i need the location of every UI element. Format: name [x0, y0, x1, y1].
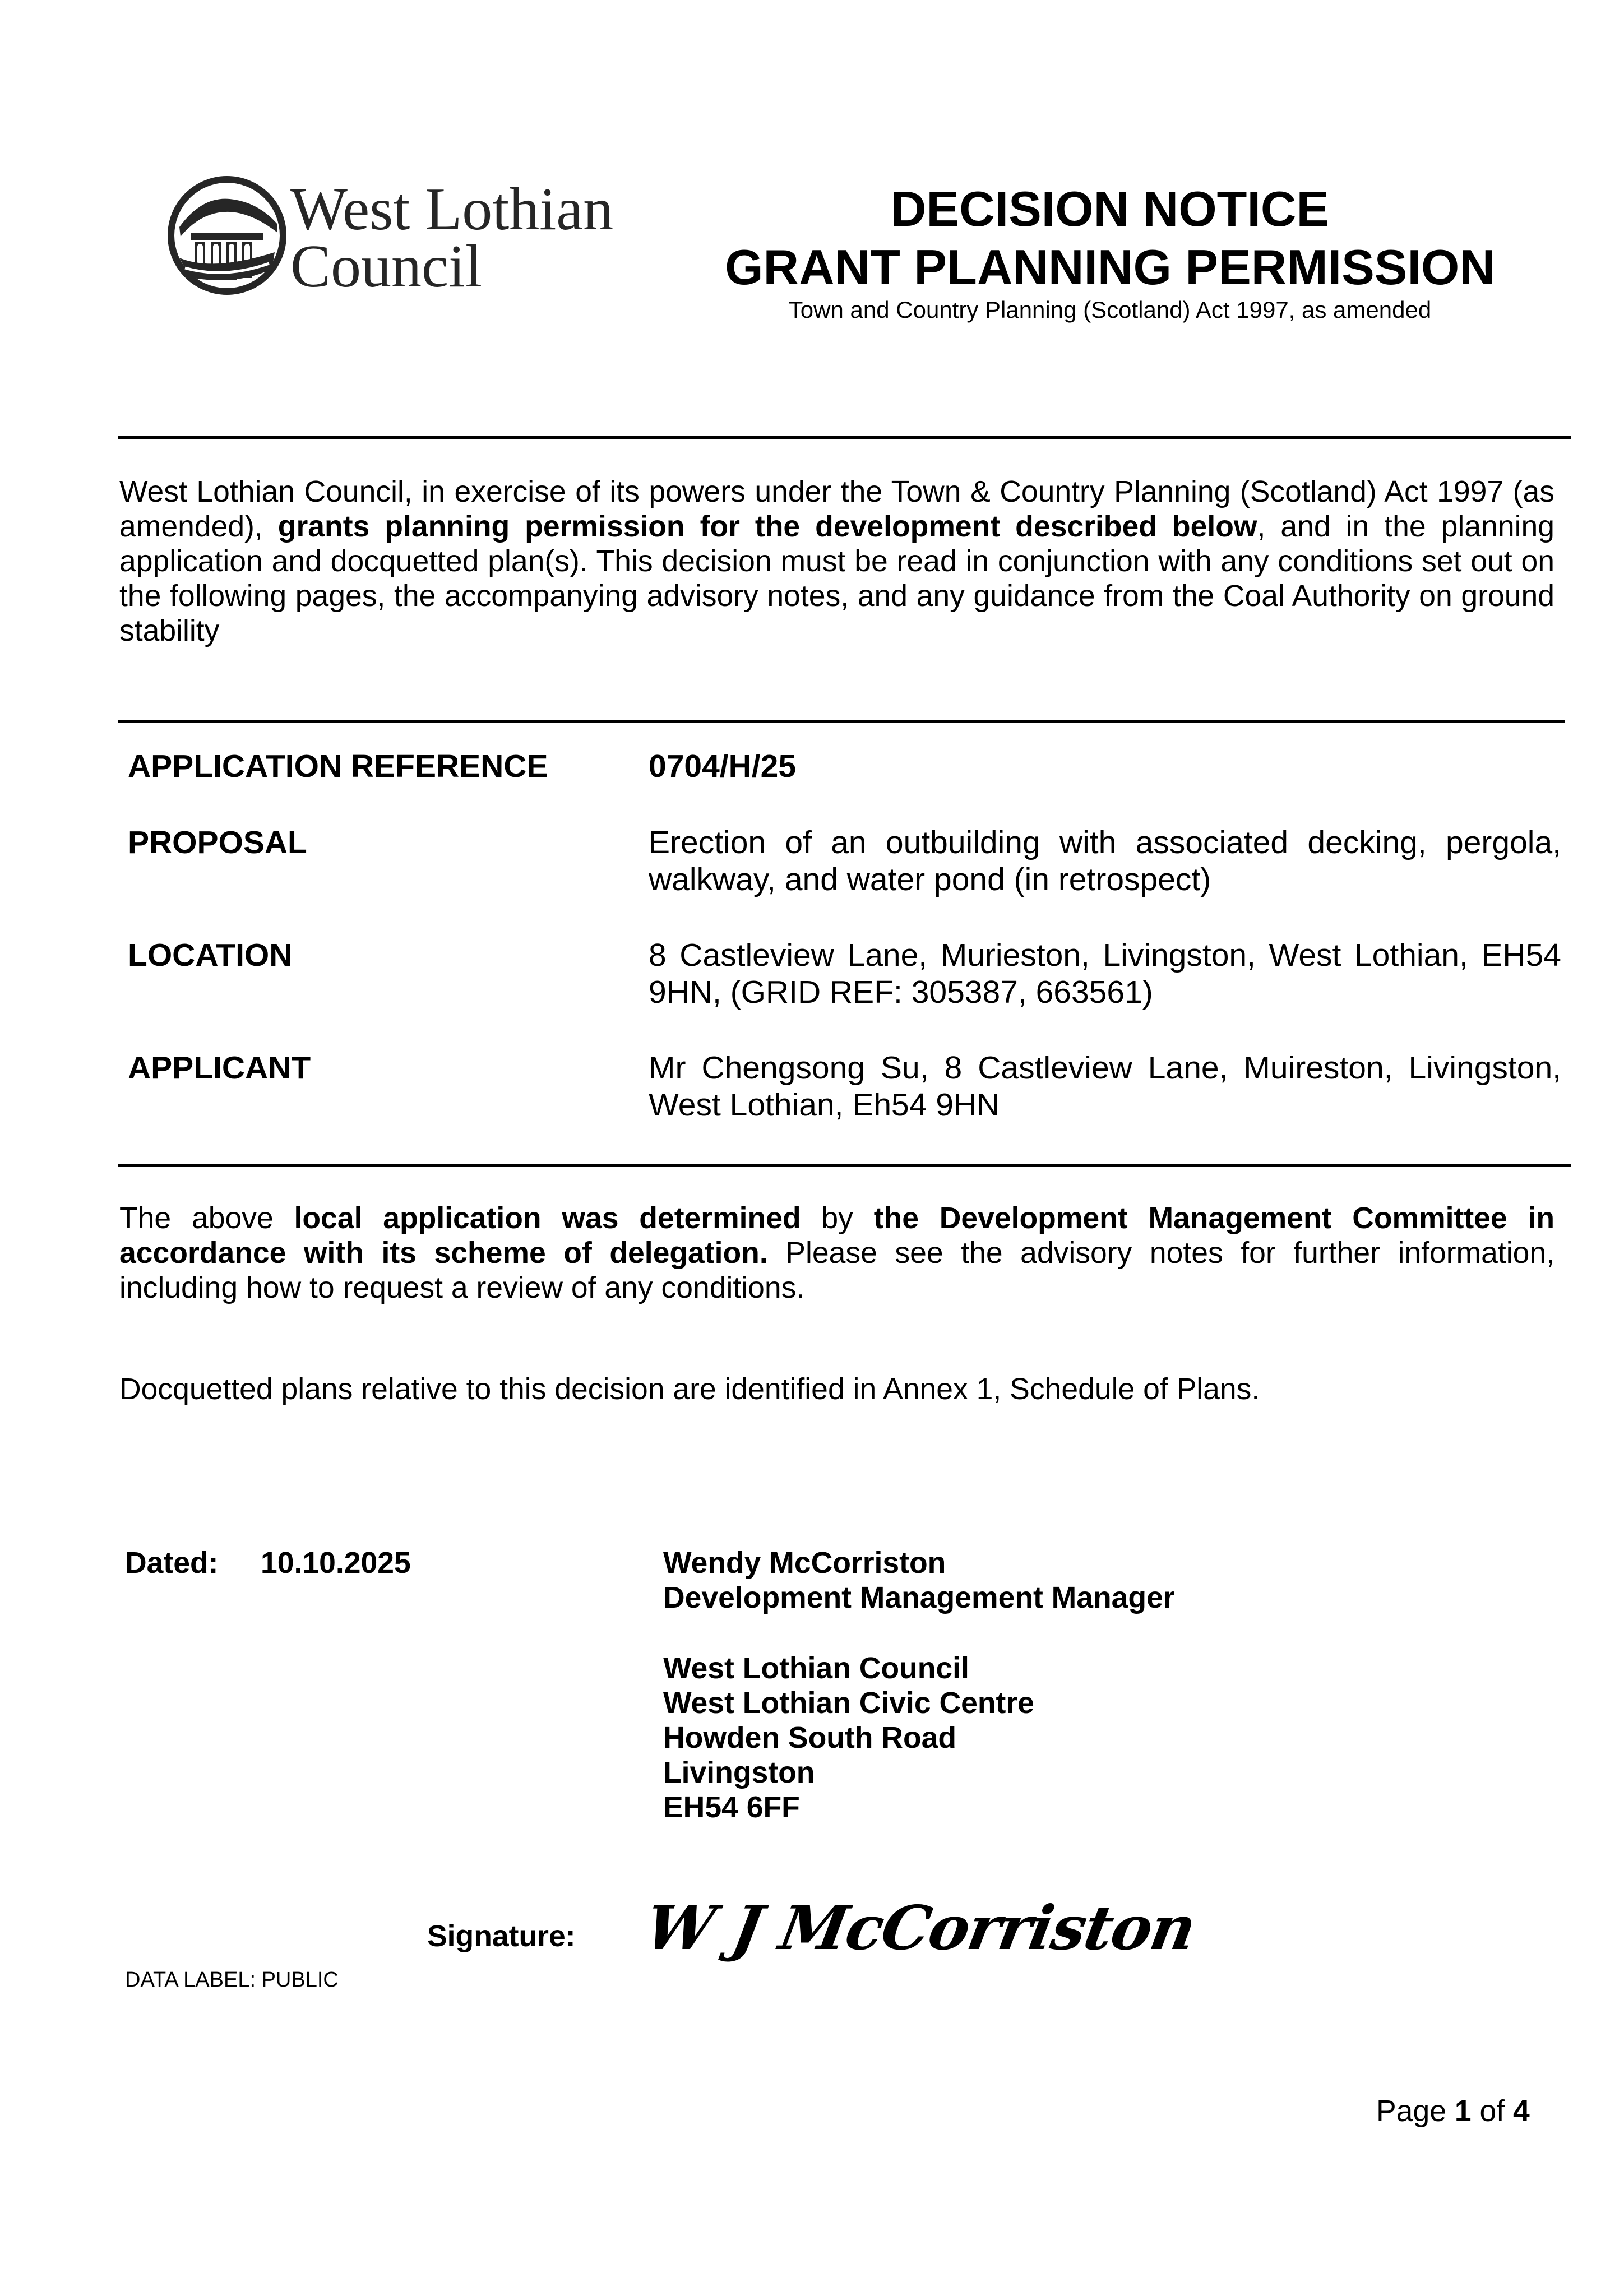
signatory-street: Howden South Road: [663, 1721, 957, 1755]
data-label: DATA LABEL: PUBLIC: [125, 1968, 339, 1992]
logo-text-line1: West Lothian: [290, 176, 614, 243]
intro-text-bold: grants planning permission for the development described below: [277, 510, 1257, 543]
applicant-value: Mr Chengsong Su, 8 Castleview Lane, Muireston, Livingston, West Lothian, Eh54 9HN: [649, 1050, 1561, 1123]
signatory-org: West Lothian Council: [663, 1652, 969, 1685]
divider: [118, 720, 1565, 723]
handwritten-signature: W J McCorriston: [640, 1893, 1201, 1964]
signature-label: Signature:: [427, 1920, 576, 1953]
page-subtitle: Town and Country Planning (Scotland) Act 1997, as amended: [788, 297, 1432, 323]
page-word: Page: [1376, 2095, 1455, 2128]
intro-paragraph: [119, 475, 1554, 649]
location-value: 8 Castleview Lane, Murieston, Livingston, West Lothian, EH54 9HN, (GRID REF: 305387, 663561): [649, 937, 1561, 1010]
page-title-line2: GRANT PLANNING PERMISSION: [725, 239, 1495, 295]
intro-text-2: , and in the planning application and docquetted plan(s). This decision must be read in conjunction with any conditions set out on the following pages, the accompanying advisory notes, and any guidance from the Coal Authority on ground stability: [119, 510, 1554, 647]
determination-paragraph: [119, 1201, 1554, 1306]
dated-label: Dated:: [125, 1547, 219, 1580]
signatory-name: Wendy McCorriston: [663, 1547, 946, 1580]
proposal-value: Erection of an outbuilding with associated decking, pergola, walkway, and water pond (in retrospect): [649, 825, 1561, 897]
signatory-building: West Lothian Civic Centre: [663, 1687, 1034, 1720]
page-number: [1376, 2094, 1530, 2129]
of-word: of: [1471, 2095, 1513, 2128]
divider: [118, 1164, 1571, 1167]
dated-value: 10.10.2025: [261, 1547, 411, 1580]
council-logo: [168, 174, 628, 303]
intro-text-1: West Lothian Council, in exercise of its powers under the Town & Country Planning (Scotland) Act 1997 (as amended),: [119, 475, 1554, 543]
determination-bold-1: local application was determined: [294, 1202, 801, 1235]
applicant-label: APPLICANT: [128, 1050, 311, 1086]
signatory-postcode: EH54 6FF: [663, 1791, 800, 1824]
reference-label: APPLICATION REFERENCE: [128, 748, 548, 784]
signatory-title: Development Management Manager: [663, 1581, 1175, 1614]
determination-text-3: Please see the advisory notes for further information, including how to request a review of any conditions.: [119, 1237, 1554, 1304]
plans-note: Docquetted plans relative to this decision are identified in Annex 1, Schedule of Plans.: [119, 1373, 1260, 1406]
location-label: LOCATION: [128, 937, 293, 973]
page-total: 4: [1512, 2095, 1530, 2128]
logo-text-line2: Council: [290, 233, 482, 300]
page-title-line1: DECISION NOTICE: [890, 181, 1330, 237]
reference-value: 0704/H/25: [649, 748, 797, 784]
signatory-town: Livingston: [663, 1756, 815, 1789]
page-current: 1: [1454, 2095, 1472, 2128]
proposal-label: PROPOSAL: [128, 825, 307, 860]
determination-text-2: by: [801, 1202, 874, 1235]
council-crest-icon: [168, 174, 286, 297]
divider: [118, 436, 1571, 439]
determination-text-1: The above: [119, 1202, 294, 1235]
determination-bold-2: the Development Management Committee in accordance with its scheme of delegation.: [119, 1202, 1555, 1270]
